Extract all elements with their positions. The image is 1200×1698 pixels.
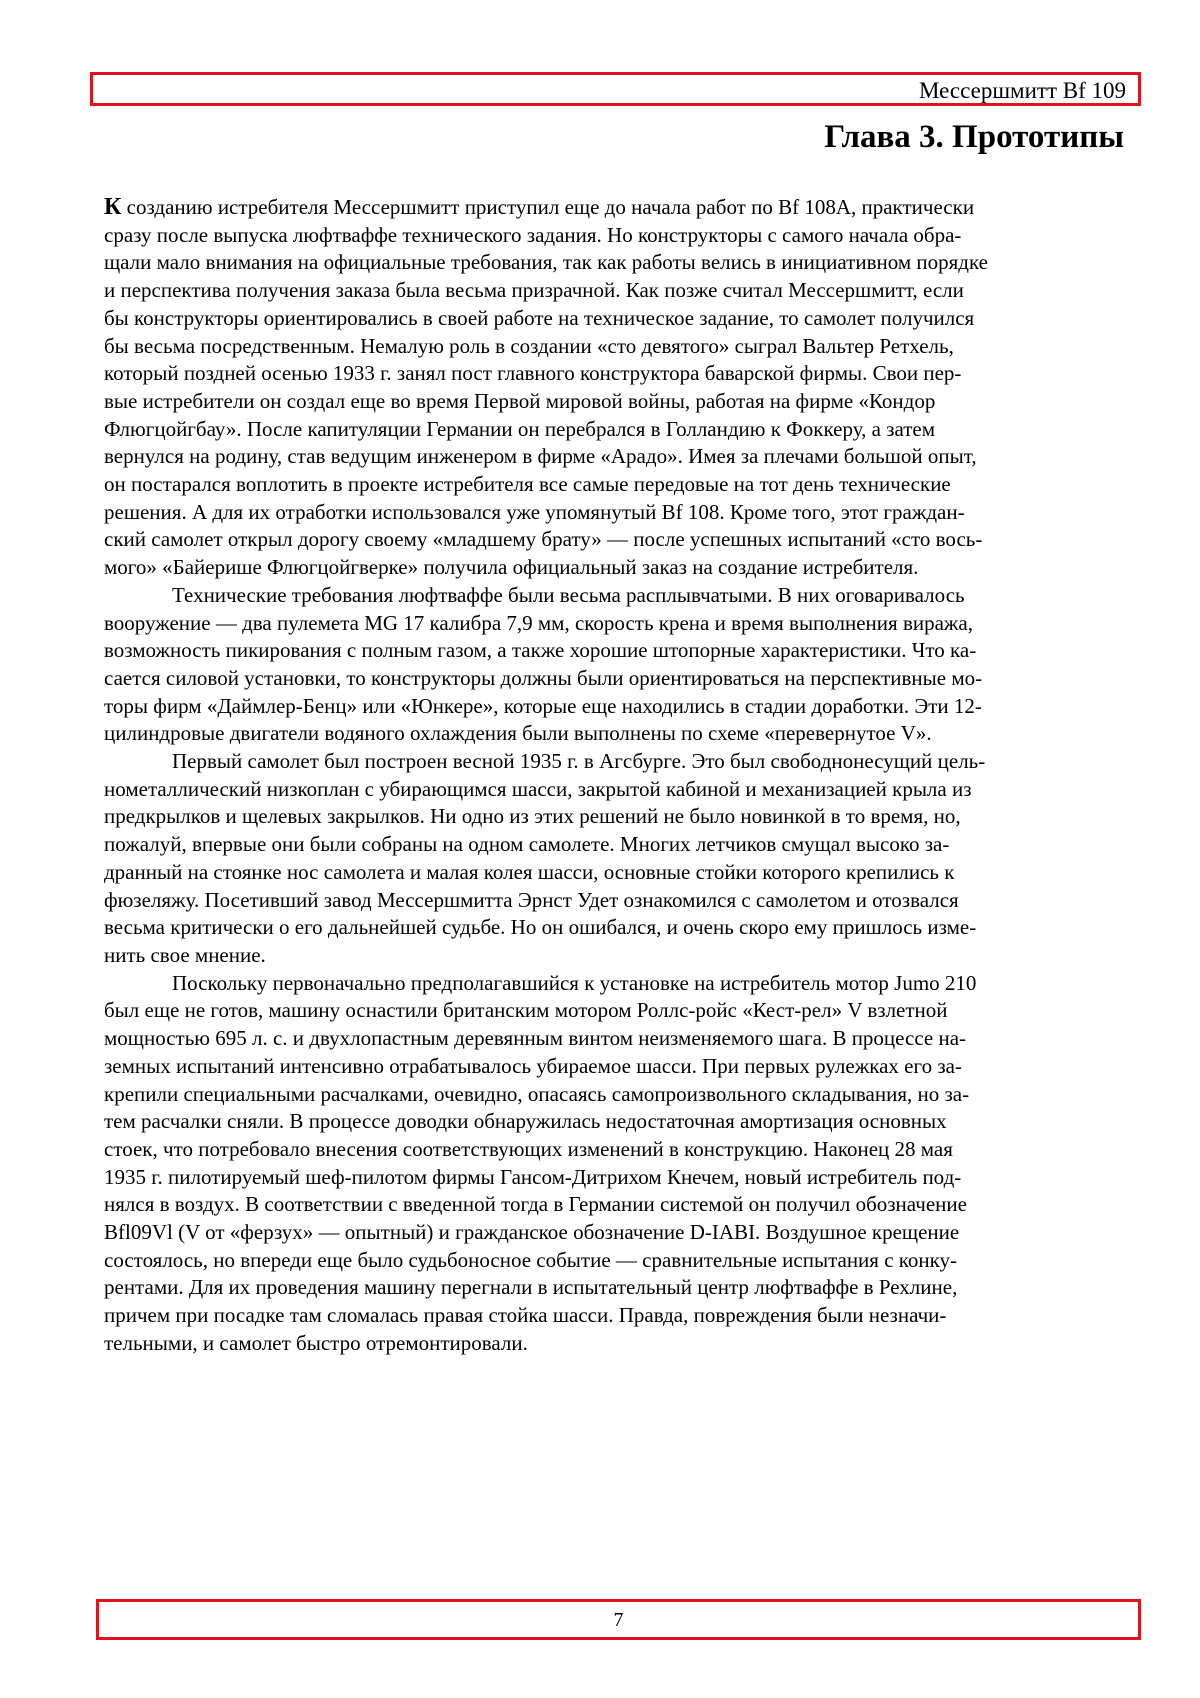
page-number: 7 bbox=[613, 1609, 624, 1631]
paragraph-1 bbox=[104, 194, 1126, 582]
paragraph-4: Поскольку первоначально предполагавшийся к установке на истребитель мотор Jumo 210 был еще не готов, машину оснастили британским мотором Роллс-ройс «Кест-рел» V взлетной мощностью 695 л. с. и двухлопастным деревянным винтом неизменяемого шага. В процессе на- земных испытаний интенсивно отрабатывалось убираемое шасси. При первых рулежках его за- крепили специальными расчалками, очевидно, опасаясь самопроизвольного складывания, но за- тем расчалки сняли. В процессе доводки обнаружилась недостаточная амортизация основных стоек, что потребовало внесения соответствующих изменений в конструкцию. Наконец 28 мая 1935 г. пилотируемый шеф-пилотом фирмы Гансом-Дитрихом Кнечем, новый истребитель под- нялся в воздух. В соответствии с введенной тогда в Германии системой он получил обозначение Bfl09Vl (V от «ферзух» — опытный) и гражданское обозначение D-IABI. Воздушное крещение состоялось, но впереди еще было судьбоносное событие — сравнительные испытания с конку- рентами. Для их проведения машину перегнали в испытательный центр люфтваффе в Рехлине, причем при посадке там сломалась правая стойка шасси. Правда, повреждения были незначи- тельными, и самолет быстро отремонтировали. bbox=[104, 970, 977, 1355]
running-header bbox=[90, 72, 1141, 106]
paragraph-2: Технические требования люфтваффе были весьма расплывчатыми. В них оговаривалось вооружение — два пулемета MG 17 калибра 7,9 мм, скорость крена и время выполнения виража, возможность пикирования с полным газом, а также хорошие штопорные характеристики. Что ка- сается силовой установки, то конструкторы должны были ориентироваться на перспективные мо- торы фирм «Даймлер-Бенц» или «Юнкере», которые еще находились в стадии доработки. Эти 12- цилиндровые двигатели водяного охлаждения были выполнены по схеме «перевернутое V». bbox=[104, 582, 983, 746]
article-body bbox=[104, 194, 1126, 1358]
chapter-title: Глава 3. Прототипы bbox=[824, 119, 1124, 155]
paragraph-3: Первый самолет был построен весной 1935 г. в Агсбурге. Это был свободнонесущий цель- нометаллический низкоплан с убирающимся шасси, закрытой кабиной и механизацией крыла из предкрылков и щелевых закрылков. Ни одно из этих решений не было новинкой в то время, но, пожалуй, впервые они были собраны на одном самолете. Многих летчиков смущал высоко за- дранный на стоянке нос самолета и малая колея шасси, основные стойки которого крепились к фюзеляжу. Посетивший завод Мессершмитта Эрнст Удет ознакомился с самолетом и отозвался весьма критически о его дальнейшей судьбе. Но он ошибался, и очень скоро ему пришлось изме- нить свое мнение. bbox=[104, 749, 986, 967]
drop-cap: К bbox=[104, 194, 122, 220]
paragraph-1-text: созданию истребителя Мессершмитт приступил еще до начала работ по Bf 108А, практически сразу после выпуска люфтваффе технического задания. Но конструкторы с самого начала обра- щали мало внимания на официальные требования, так как работы велись в инициативном порядке и перспектива получения заказа была весьма призрачной. Как позже считал Мессершмитт, если бы конструкторы ориентировались в своей работе на техническое задание, то самолет получился бы весьма посредственным. Немалую роль в создании «сто девятого» сыграл Вальтер Ретхель, который поздней осенью 1933 г. занял пост главного конструктора баварской фирмы. Свои пер- вые истребители он создал еще во время Первой мировой войны, работая на фирме «Кондор Флюгцойгбау». После капитуляции Германии он перебрался в Голландию к Фоккеру, а затем вернулся на родину, став ведущим инженером в фирме «Арадо». Имея за плечами большой опыт, он постарался воплотить в проекте истребителя все самые передовые на тот день технические решения. А для их отработки использовался уже упомянутый Bf 108. Кроме того, этот граждан- ский самолет открыл дорогу своему «младшему брату» — после успешных испытаний «сто вось- мого» «Байерише Флюгцойгверке» получила официальный заказ на создание истребителя. bbox=[104, 195, 988, 580]
page-footer bbox=[96, 1599, 1141, 1640]
running-title: Мессершмитт Bf 109 bbox=[918, 78, 1126, 103]
